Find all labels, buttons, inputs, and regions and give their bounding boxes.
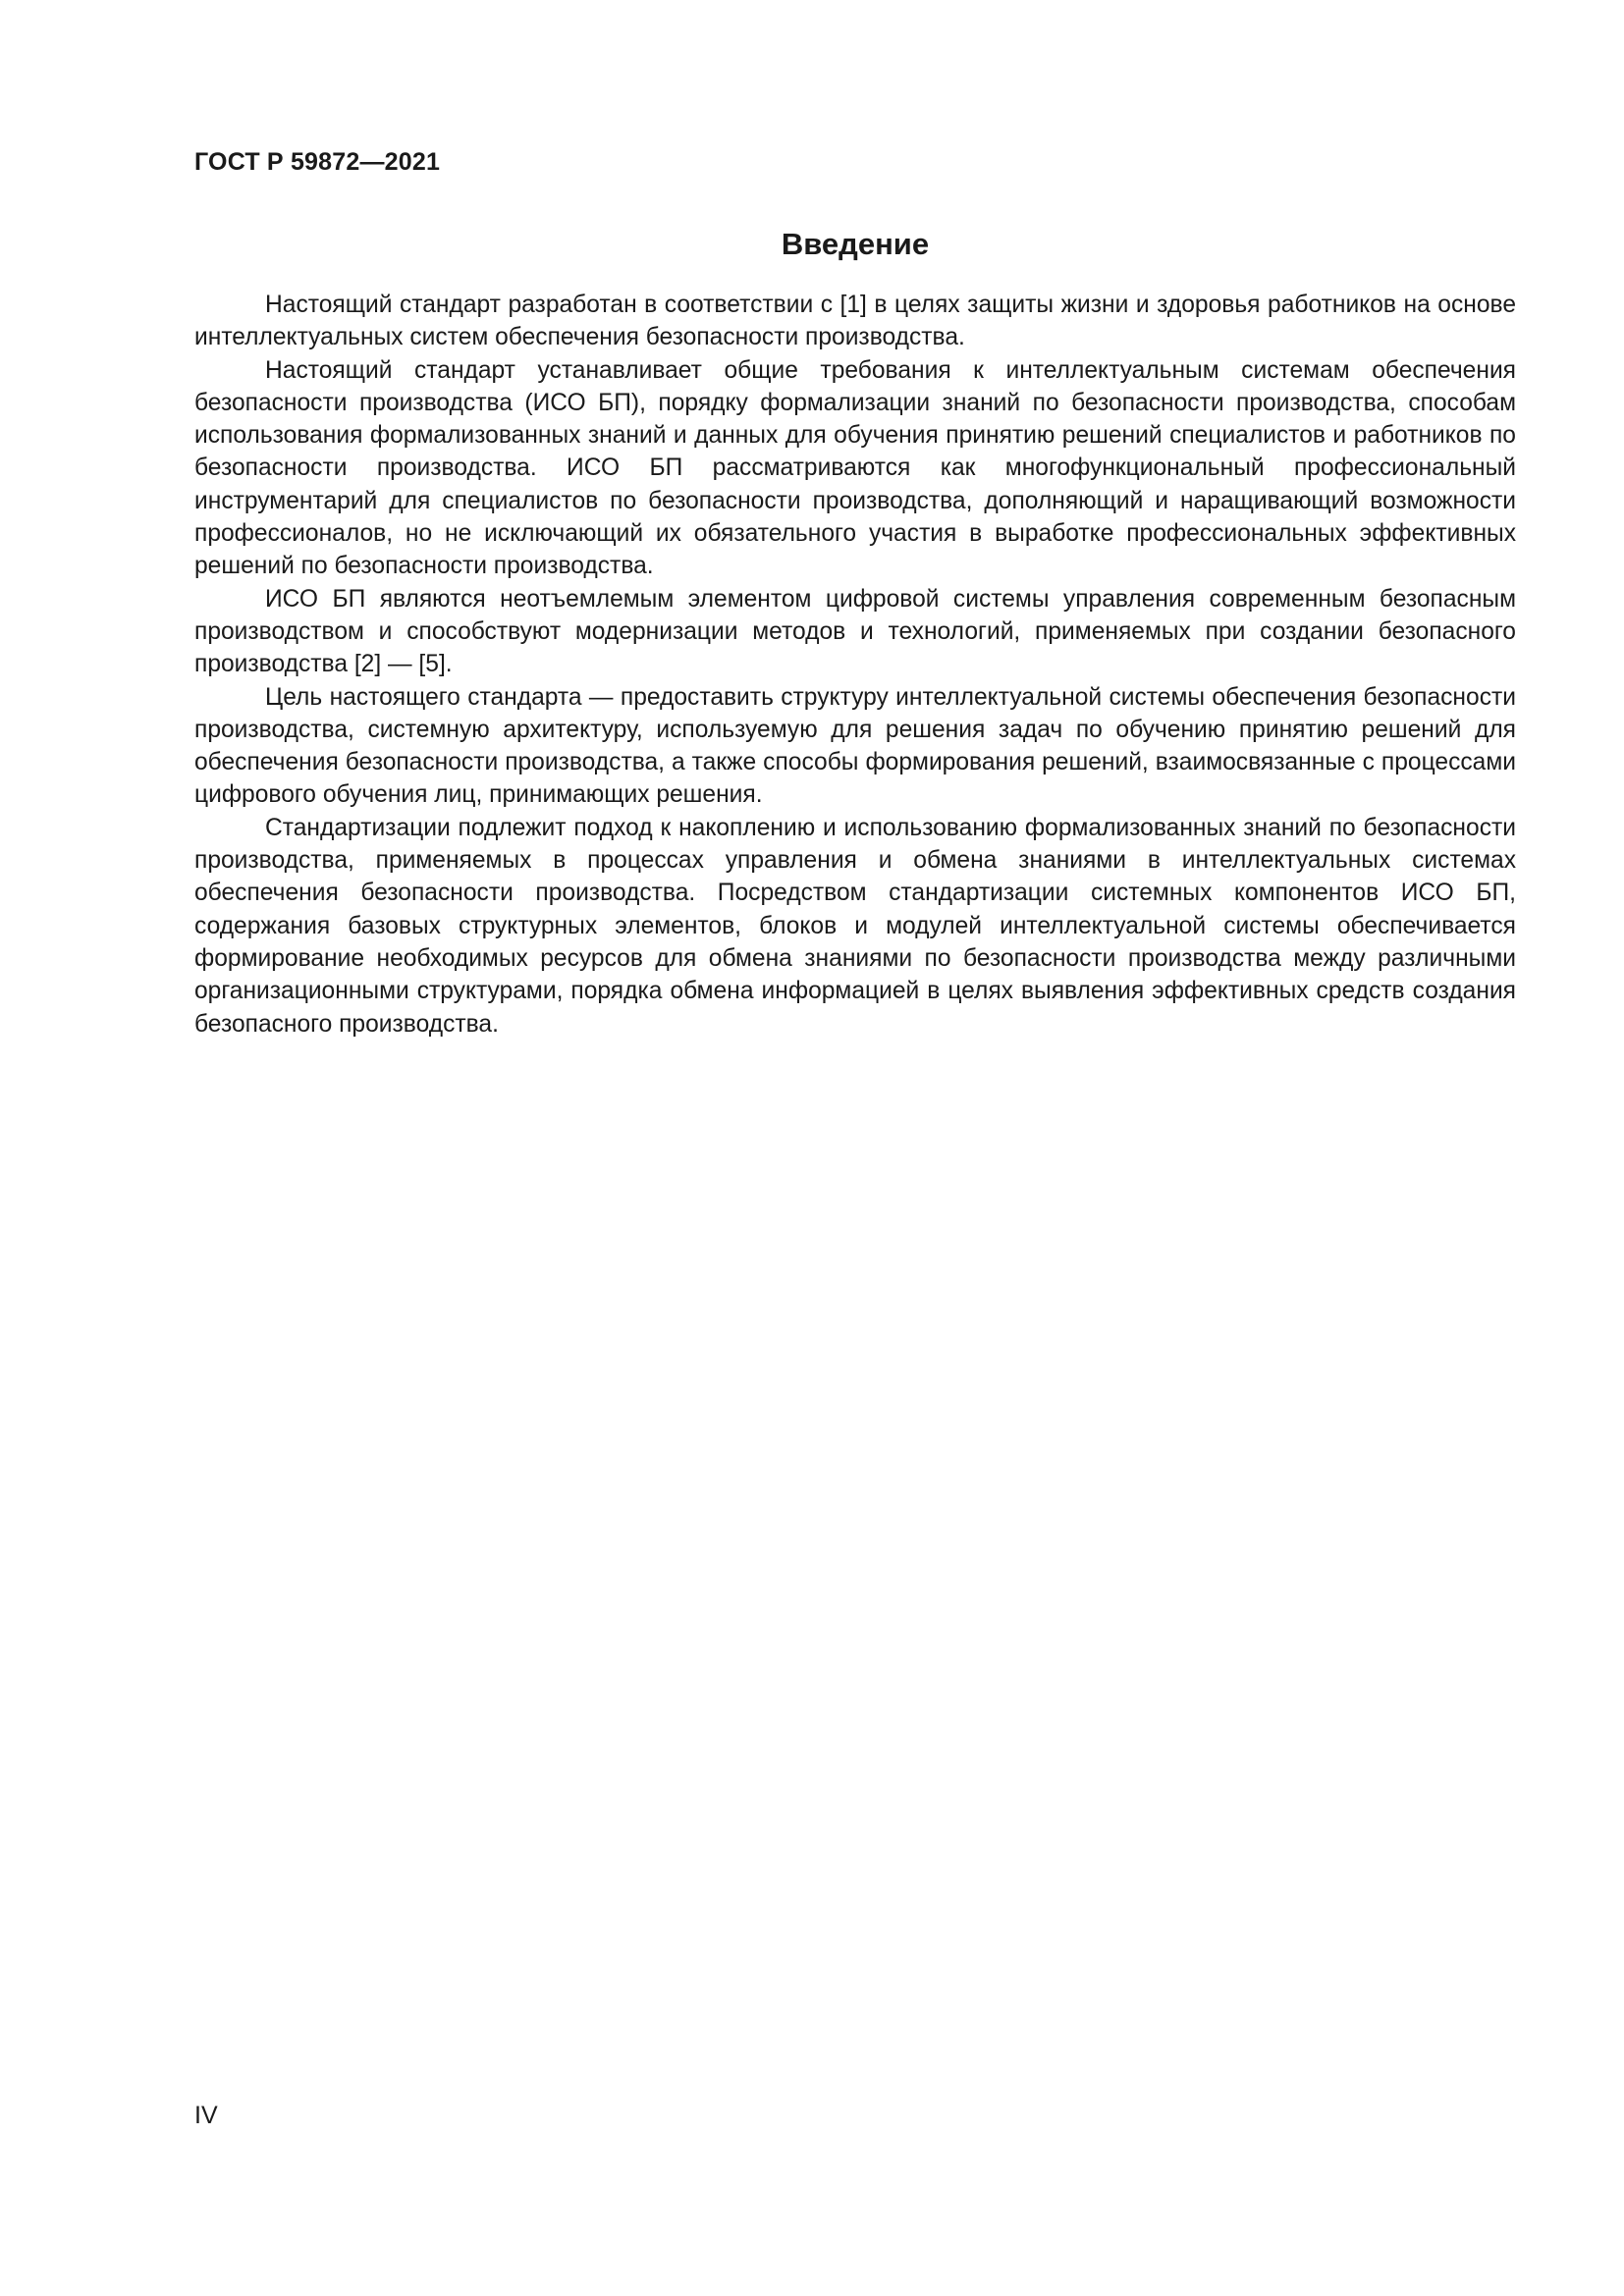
document-body (194, 289, 1516, 1041)
paragraph-3: ИСО БП являются неотъемлемым элементом цифровой системы управления современным безопасным производством и способствуют модернизации методов и технологий, применяемых при создании безопасного производства [2] — [5]. (194, 585, 1516, 678)
paragraph-4: Цель настоящего стандарта — предоставить структуру интеллектуальной системы обеспечения безопасности производства, системную архитектуру, используемую для решения задач по обучению принятию решений для обеспечения безопасности производства, а также способы формирования решений, взаимосвязанные с процессами цифрового обучения лиц, принимающих решения. (194, 683, 1516, 809)
document-standard-code: ГОСТ Р 59872—2021 (194, 148, 441, 176)
page-number: IV (194, 2102, 218, 2129)
paragraph-5: Стандартизации подлежит подход к накоплению и использованию формализованных знаний по безопасности производства, применяемых в процессах управления и обмена знаниями в интеллектуальных системах обеспечения безопасности производства. Посредством стандартизации системных компонентов ИСО БП, содержания базовых структурных элементов, блоков и модулей интеллектуальной системы обеспечивается формирование необходимых ресурсов для обмена знаниями по безопасности производства между различными организационными структурами, порядка обмена информацией в целях выявления эффективных средств создания безопасного производства. (194, 814, 1516, 1038)
paragraph-2: Настоящий стандарт устанавливает общие требования к интеллектуальным системам обеспечения безопасности производства (ИСО БП), порядку формализации знаний по безопасности производства, способам использования формализованных знаний и данных для обучения принятию решений специалистов и работников по безопасности производства. ИСО БП рассматриваются как многофункциональный профессиональный инструментарий для специалистов по безопасности производства, дополняющий и наращивающий возможности профессионалов, но не исключающий их обязательного участия в выработке профессиональных эффективных решений по безопасности производства. (194, 356, 1516, 580)
paragraph-1: Настоящий стандарт разработан в соответствии с [1] в целях защиты жизни и здоровья работников на основе интеллектуальных систем обеспечения безопасности производства. (194, 292, 1516, 351)
section-title: Введение (781, 227, 930, 261)
